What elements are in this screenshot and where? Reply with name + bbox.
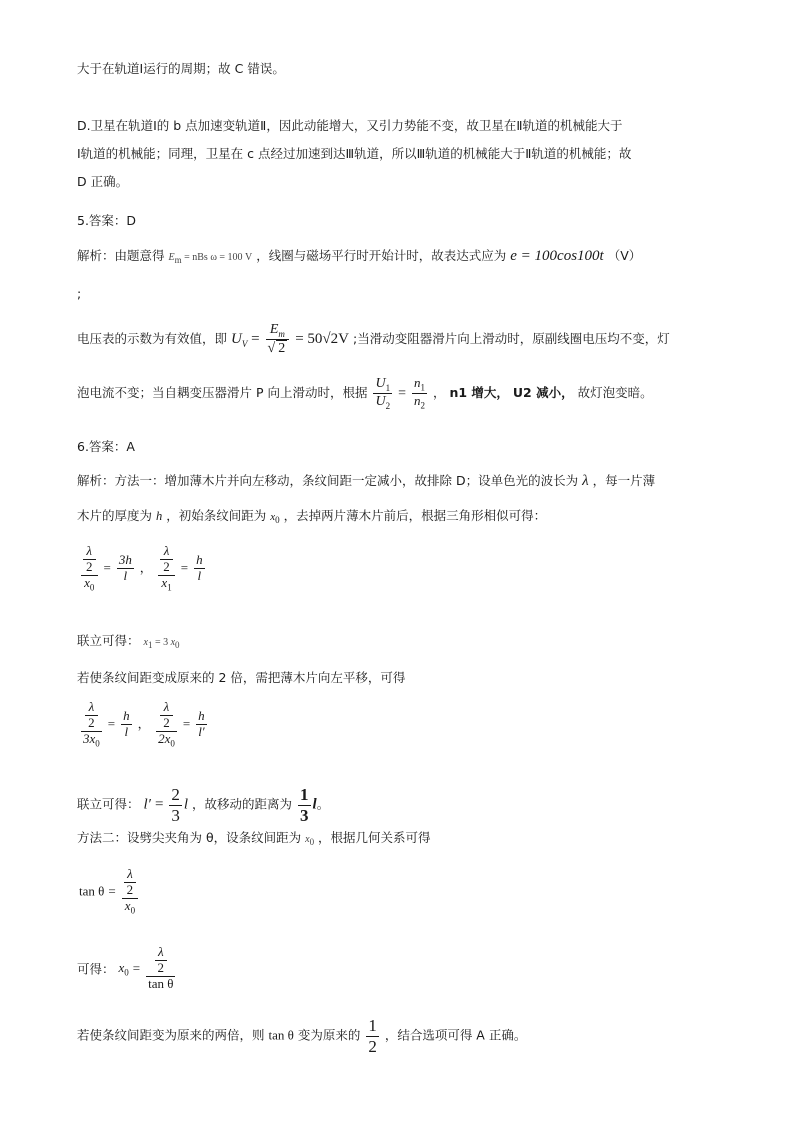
- equals-sign: =: [154, 796, 164, 813]
- text-span: 泡电流不变；当自耦变压器滑片 P 向上滑动时，根据: [77, 385, 368, 401]
- fraction-lambda-2x0: λ 2 $2x_0$: [158, 699, 175, 749]
- text-line: D 正确。: [77, 174, 129, 189]
- text-span: ，去掉两片薄木片前后，根据三角形相似可得：: [283, 508, 547, 523]
- fraction-3h-l: $\frac{3h}{l}$: [118, 551, 132, 583]
- equation-similar-triangles-2: [79, 700, 209, 749]
- formula-em: $E_m$ = nBs ω = 100 V: [168, 252, 253, 265]
- text-line: [77, 1016, 526, 1056]
- equals-sign: =: [132, 960, 141, 976]
- text-span: 故灯泡变暗。: [577, 385, 653, 401]
- text-span: ，初始条纹间距为: [166, 508, 267, 523]
- text-span: 解析：由题意得: [77, 248, 165, 263]
- text-span: 木片的厚度为: [77, 508, 153, 523]
- fraction-lambda-x0: λ 2 $x_0$: [122, 867, 139, 916]
- text-span: 若使条纹间距变为原来的两倍，则: [77, 1027, 265, 1043]
- l-symbol: l: [183, 796, 189, 813]
- fraction-lambda-tantheta: λ 2 tan θ: [148, 944, 174, 991]
- l-symbol: l: [312, 796, 317, 813]
- text-span: ，每一片薄: [592, 473, 656, 488]
- text-line: [77, 471, 655, 490]
- text-line: ;: [77, 286, 82, 301]
- fraction-lambda-3x0: λ 2 $3x_0$: [83, 699, 100, 749]
- comma: ，: [139, 559, 153, 575]
- text-span: 解析：方法一：增加薄木片并向左移动，条纹间距一定减小，故排除 D；设单色光的波长为: [77, 473, 579, 488]
- text-span: （V）: [607, 248, 642, 263]
- h-symbol: h: [156, 509, 163, 523]
- equals-sign: =: [180, 559, 189, 575]
- text-line: D.卫星在轨道Ⅰ的 b 点加速变轨道Ⅱ，因此动能增大，又引力势能不变，故卫星在Ⅱ轨道的机械能大于: [77, 118, 623, 133]
- fraction-em-sqrt2: $\frac{E_m}{√ 2}$: [266, 322, 290, 357]
- equation-tan-theta: [79, 867, 140, 916]
- text-line: 若使条纹间距变成原来的 2 倍，需把薄木片向左平移，可得: [77, 670, 406, 685]
- text-span: 可得：: [77, 961, 115, 977]
- fraction-u1-u2: $\frac{U_1}{U_2}$: [375, 376, 391, 411]
- lprime-symbol: l′: [143, 796, 151, 813]
- text-line: [77, 246, 641, 265]
- x0-symbol: $x_0$: [270, 511, 280, 526]
- equals-sign: =: [182, 715, 191, 731]
- formula-uv: $U_V$ =: [231, 331, 260, 350]
- fraction-2-3: $\frac{2}{3}$: [171, 785, 180, 825]
- equals-sign: =: [108, 883, 116, 899]
- fraction-1-2: $\frac{1}{2}$: [368, 1016, 377, 1056]
- text-line: [77, 506, 546, 525]
- fraction-1-3: $\frac{1}{3}$: [300, 785, 309, 825]
- text-span: ，故移动的距离为: [192, 796, 293, 812]
- text-span: 。: [316, 796, 330, 812]
- tan-theta-symbol: tan θ: [79, 883, 105, 899]
- text-span: ;当滑动变阻器滑片向上滑动时，原副线圈电压均不变，灯: [352, 331, 670, 347]
- tan-theta-symbol: tan θ: [268, 1027, 294, 1043]
- fraction-h-l: $\frac{h}{l}$: [123, 707, 130, 739]
- text-line: [77, 322, 670, 357]
- fraction-h-l: $\frac{h}{l}$: [196, 551, 203, 583]
- equation-x0: [77, 945, 177, 992]
- equals-sign: =: [398, 386, 406, 402]
- text-line: Ⅰ轨道的机械能；同理，卫星在 c 点经过加速到达Ⅲ轨道，所以Ⅲ轨道的机械能大于Ⅱ轨道的机械能；故: [77, 146, 632, 161]
- equals-sign: =: [107, 715, 116, 731]
- text-span: n1 增大，: [449, 385, 509, 401]
- fraction-h-lprime: $\frac{h}{l'}$: [198, 707, 205, 739]
- text-span: ，线圈与磁场平行时开始计时，故表达式应为: [256, 248, 507, 263]
- fraction-lambda-x0: λ 2 $x_0$: [81, 544, 98, 593]
- text-line: [77, 376, 653, 411]
- text-span: ，结合选项可得 A 正确。: [384, 1027, 527, 1043]
- formula-result: = 50√2V: [295, 331, 349, 348]
- text-span: ，根据几何关系可得: [318, 830, 431, 845]
- text-line: [77, 785, 329, 825]
- answer-heading: 6.答案：A: [77, 439, 135, 454]
- text-line: [77, 828, 431, 847]
- x0-symbol: $x_0$: [305, 834, 315, 847]
- equation-similar-triangles-1: [79, 544, 207, 593]
- text-span: ，: [432, 385, 446, 401]
- fraction-n1-n2: $\frac{n_1}{n_2}$: [413, 375, 425, 411]
- text-span: U2 减小，: [512, 385, 574, 401]
- text-span: 电压表的示数为有效值，即: [77, 331, 228, 347]
- equals-sign: =: [103, 559, 111, 575]
- text-span: 联立可得：: [77, 633, 140, 648]
- text-line: 大于在轨道Ⅰ运行的周期；故 C 错误。: [77, 61, 285, 76]
- x0-symbol: $x_0$: [118, 959, 129, 978]
- fraction-lambda-x1: λ 2 $x_1$: [158, 544, 175, 593]
- text-line: [77, 631, 180, 650]
- lambda-symbol: λ: [582, 473, 589, 489]
- formula-e: e = 100cos100t: [510, 248, 604, 264]
- answer-heading: 5.答案：D: [77, 213, 137, 228]
- text-span: 方法二：设劈尖夹角为 θ，设条纹间距为: [77, 830, 302, 845]
- text-span: 变为原来的: [297, 1027, 361, 1043]
- comma: ，: [137, 715, 151, 731]
- text-span: 联立可得：: [77, 796, 140, 812]
- formula-x1: $x_1 = 3$ $x_0$: [143, 637, 180, 650]
